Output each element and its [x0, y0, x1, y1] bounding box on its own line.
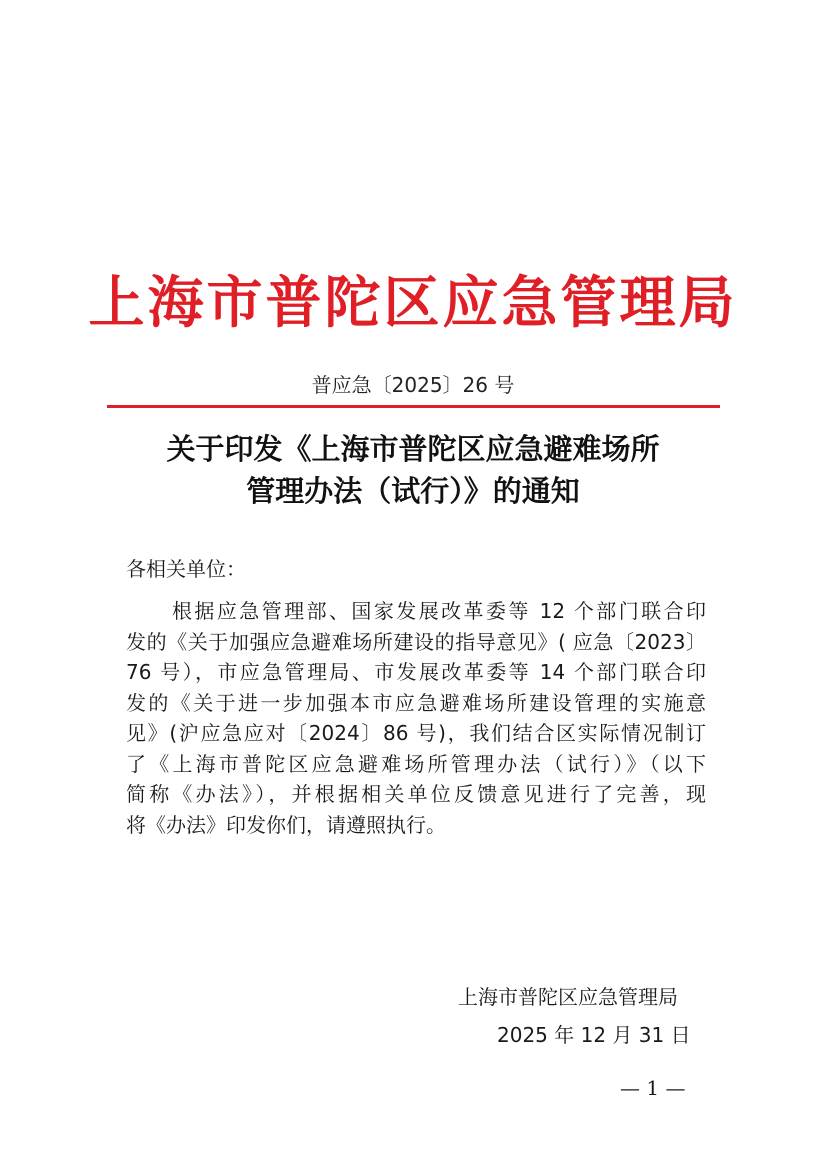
signature-organization: 上海市普陀区应急管理局 — [458, 985, 678, 1009]
notice-title — [0, 428, 826, 512]
notice-title-line-2: 管理办法（试行）》的通知 — [246, 474, 580, 508]
page-number: — 1 — — [620, 1076, 686, 1100]
body-line: 简称《办法》），并根据相关单位反馈意见进行了完善，现 — [126, 782, 706, 806]
body-line: 根据应急管理部、国家发展改革委等 12 个部门联合印 — [172, 599, 706, 623]
body-line: 见》(沪应急应对〔2024〕86 号)，我们结合区实际情况制订 — [126, 721, 706, 745]
agency-letterhead-title: 上海市普陀区应急管理局 — [88, 270, 738, 336]
red-divider-line — [107, 405, 720, 408]
body-line: 发的《关于进一步加强本市应急避难场所建设管理的实施意 — [126, 690, 706, 715]
body-line: 发的《关于加强应急避难场所建设的指导意见》( 应急〔2023〕 — [126, 629, 706, 654]
document-number: 普应急〔2025〕26 号 — [311, 373, 515, 397]
body-line: 将《办法》印发你们，请遵照执行。 — [126, 812, 446, 837]
body-line: 了《上海市普陀区应急避难场所管理办法（试行）》（以下 — [126, 751, 706, 776]
body-line: 76 号），市应急管理局、市发展改革委等 14 个部门联合印 — [126, 660, 706, 684]
addressee: 各相关单位： — [126, 557, 246, 581]
notice-title-line-1: 关于印发《上海市普陀区应急避难场所 — [166, 432, 660, 466]
body-paragraph — [126, 596, 706, 840]
signature-date: 2025 年 12 月 31 日 — [497, 1023, 691, 1047]
